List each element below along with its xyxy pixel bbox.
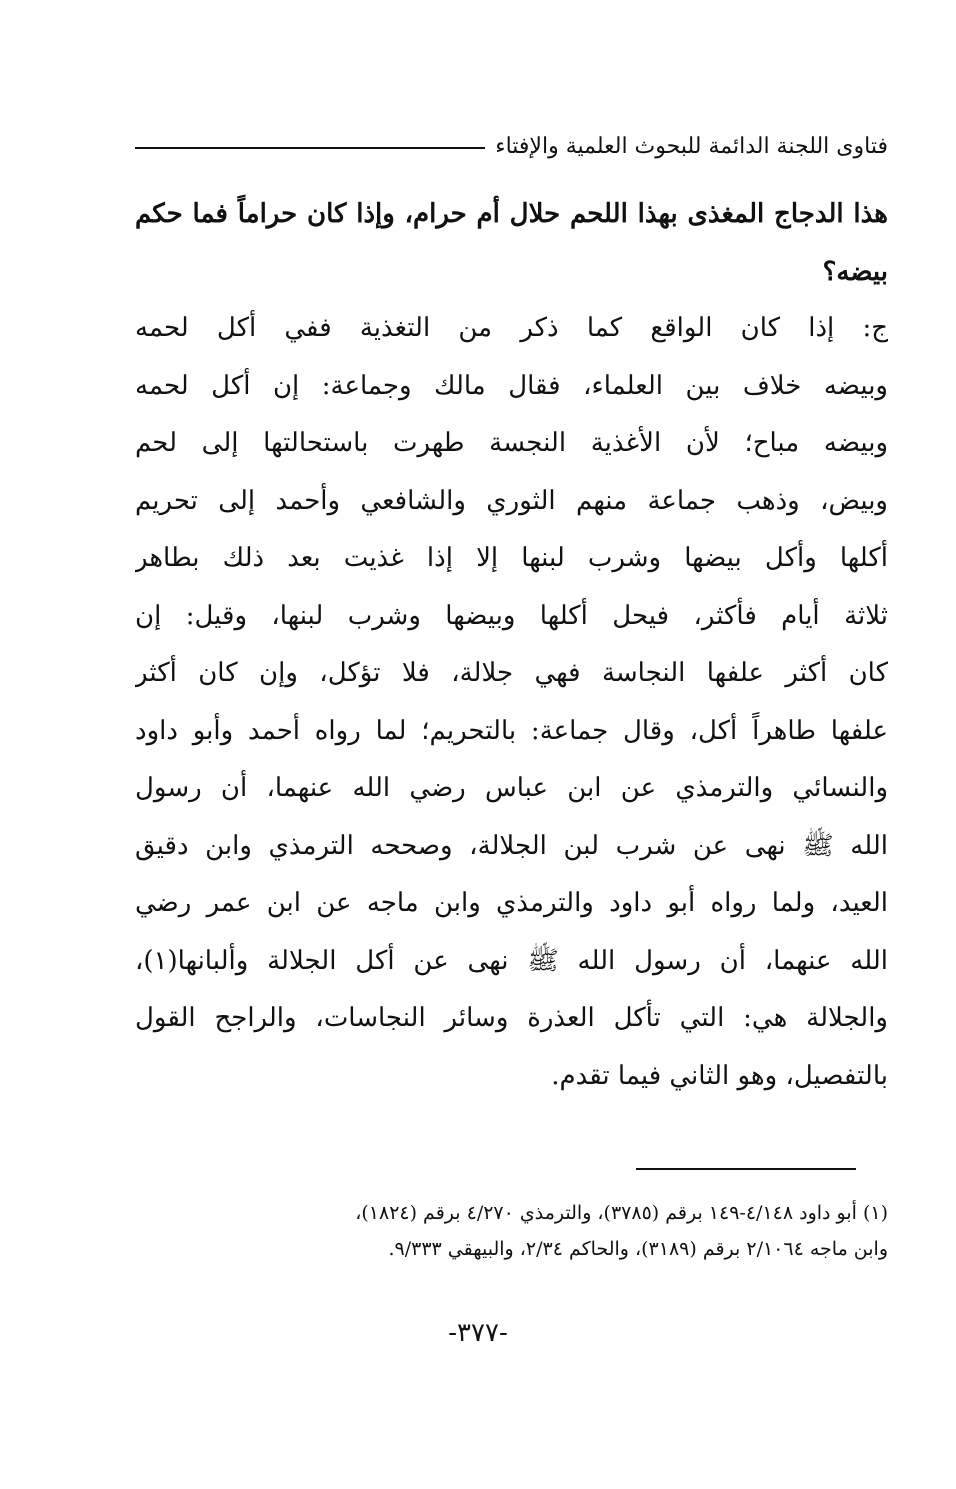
running-header-title: فتاوى اللجنة الدائمة للبحوث العلمية والإفتاء xyxy=(495,133,888,159)
answer-line: أكلها وأكل بيضها وشرب لبنها إلا إذا غذيت بعد ذلك بطاهر xyxy=(135,543,888,573)
answer-line: وبيضه مباح؛ لأن الأغذية النجسة طهرت باستحالتها إلى لحم xyxy=(135,428,888,458)
answer-line: وبيضه خلاف بين العلماء، فقال مالك وجماعة: إن أكل لحمه xyxy=(135,370,888,401)
answer-line: والنسائي والترمذي عن ابن عباس رضي الله عنهما، أن رسول xyxy=(135,773,888,803)
answer-line: العيد، ولما رواه أبو داود والترمذي وابن ماجه عن ابن عمر رضي xyxy=(135,888,888,918)
question-text: هذا الدجاج المغذى بهذا اللحم حلال أم حرام، وإذا كان حراماً فما حكم بيضه؟ xyxy=(135,199,888,287)
answer-line: والجلالة هي: التي تأكل العذرة وسائر النجاسات، والراجح القول xyxy=(135,1003,888,1033)
answer-line: ج: إذا كان الواقع كما ذكر من التغذية ففي أكل لحمه xyxy=(135,313,888,343)
footnotes xyxy=(140,1195,888,1267)
answer-line: وبيض، وذهب جماعة منهم الثوري والشافعي وأحمد إلى تحريم xyxy=(135,485,888,516)
answer-body xyxy=(135,300,888,1105)
page-number: -٣٧٧- xyxy=(448,1318,508,1348)
answer-line: الله عنهما، أن رسول الله ﷺ نهى عن أكل الجلالة وألبانها(١)، xyxy=(135,945,888,976)
answer-line: ثلاثة أيام فأكثر، فيحل أكلها وبيضها وشرب لبنها، وقيل: إن xyxy=(135,600,888,631)
footnote-line: (١) أبو داود ٤/١٤٨-١٤٩ برقم (٣٧٨٥)، والترمذي ٤/٢٧٠ برقم (١٨٢٤)، xyxy=(355,1202,888,1224)
answer-line: بالتفصيل، وهو الثاني فيما تقدم. xyxy=(551,1060,888,1091)
answer-line: علفها طاهراً أكل، وقال جماعة: بالتحريم؛ لما رواه أحمد وأبو داود xyxy=(135,715,888,746)
footnote-separator xyxy=(636,1168,856,1170)
answer-line: كان أكثر علفها النجاسة فهي جلالة، فلا تؤكل، وإن كان أكثر xyxy=(135,658,888,688)
footnote-line: وابن ماجه ٢/١٠٦٤ برقم (٣١٨٩)، والحاكم ٢/٣٤، والبيهقي ٩/٣٣٣. xyxy=(388,1238,888,1260)
running-header xyxy=(135,128,888,164)
header-rule xyxy=(135,147,485,149)
answer-line: الله ﷺ نهى عن شرب لبن الجلالة، وصححه الترمذي وابن دقيق xyxy=(135,830,888,861)
